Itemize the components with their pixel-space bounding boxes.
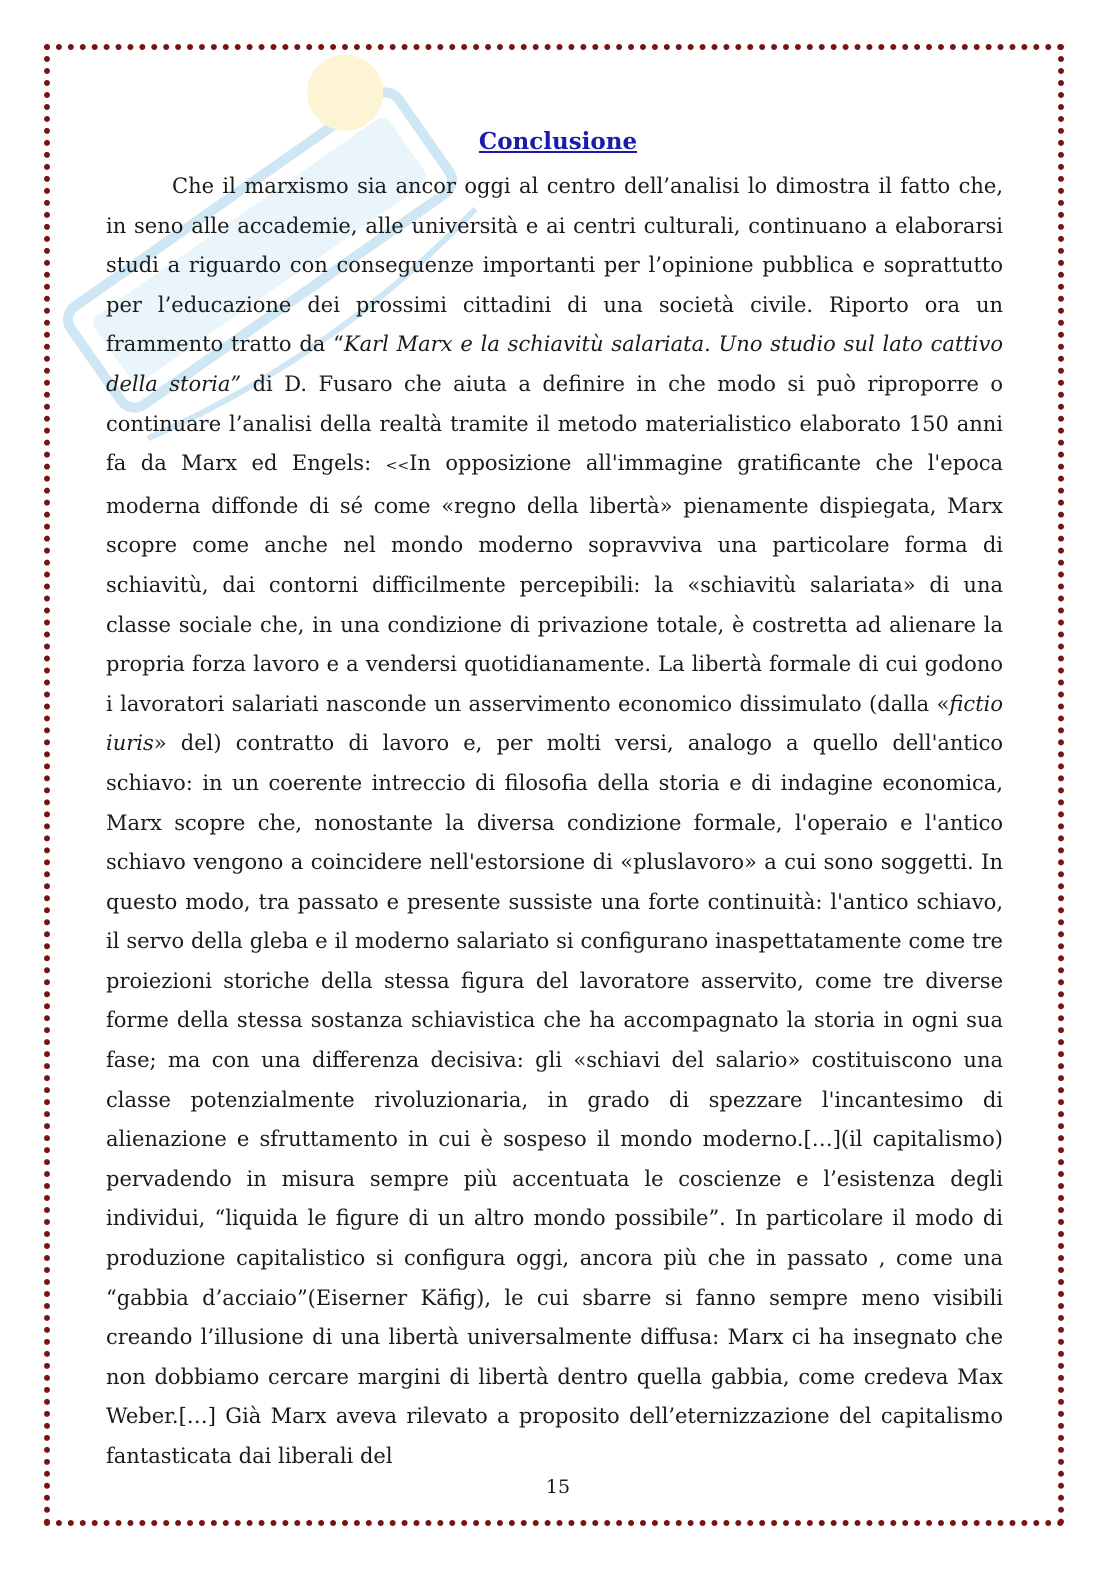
open-quote: << (385, 458, 410, 475)
paragraph-text-4: » del) contratto di lavoro e, per molti versi, analogo a quello dell'antico schiavo: in un coerente intreccio di filosofia della storia e di indagine economica, Marx scopre che, nonostante la diversa condizione formale, l'operaio e l'antico schiavo vengono a coincidere nell'estorsione di «pluslavoro» a cui sono soggetti. In questo modo, tra passato e presente sussiste una forte continuità: l'antico schiavo, il servo della gleba e il moderno salariato si configurano inaspettatamente come tre proiezioni storiche della stessa figura del lavoratore asservito, come tre diverse forme della stessa sostanza schiavistica che ha accompagnato la storia in ogni sua fase; ma con una differenza decisiva: gli «schiavi del salario» costituiscono una classe potenzialmente rivoluzionaria, in grado di spezzare l'incantesimo di alienazione e sfruttamento in cui è sospeso il mondo moderno.[…](il capitalismo) pervadendo in misura sempre più accentuata le coscienze e l’esistenza degli individui, “liquida le figure di un altro mondo possibile”. In particolare il modo di produzione capitalistico si configura oggi, ancora più che in passato , come una “gabbia d’acciaio”(Eiserner Käfig), le cui sbarre si fanno sempre meno visibili creando l’illusione di una libertà universalmente diffusa: Marx ci ha insegnato che non dobbiamo cercare margini di libertà dentro quella gabbia, come credeva Max Weber.[…] Già Marx aveva rilevato a proposito dell’eternizzazione del capitalismo fantasticata dai liberali del (106, 731, 1003, 1468)
latin-phrase: fictio iuris (106, 691, 1003, 756)
book-title: Karl Marx e la schiavitù salariata. Uno studio sul lato cattivo della storia” (106, 332, 1004, 396)
body-paragraph (106, 167, 1003, 1477)
paragraph-text-1: Che il marxismo sia ancor oggi al centro dell’analisi lo dimostra il fatto che, in seno alle accademie, alle università e ai centri culturali, continuano a elaborarsi studi a riguardo con conseguenze importanti per l’opinione pubblica e soprattutto per l’educazione dei prossimi cittadini di una società civile. Riporto ora un frammento tratto da “ (106, 174, 1003, 357)
page-title: Conclusione (478, 128, 638, 155)
paragraph-text-3: In opposizione all'immagine gratificante che l'epoca moderna diffonde di sé come «regno della libertà» pienamente dispiegata, Marx scopre come anche nel mondo moderno sopravviva una particolare forma di schiavitù, dai contorni difficilmente percepibili: la «schiavitù salariata» di una classe sociale che, in una condizione di privazione totale, è costretta ad alienare la propria forza lavoro e a vendersi quotidianamente. La libertà formale di cui godono i lavoratori salariati nasconde un asservimento economico dissimulato (dalla « (106, 451, 1003, 716)
page-number: 15 (545, 1476, 571, 1498)
paragraph-text-2: di D. Fusaro che aiuta a definire in che modo si può riproporre o continuare l’analisi della realtà tramite il metodo materialistico elaborato 150 anni fa da Marx ed Engels: (106, 371, 1003, 476)
